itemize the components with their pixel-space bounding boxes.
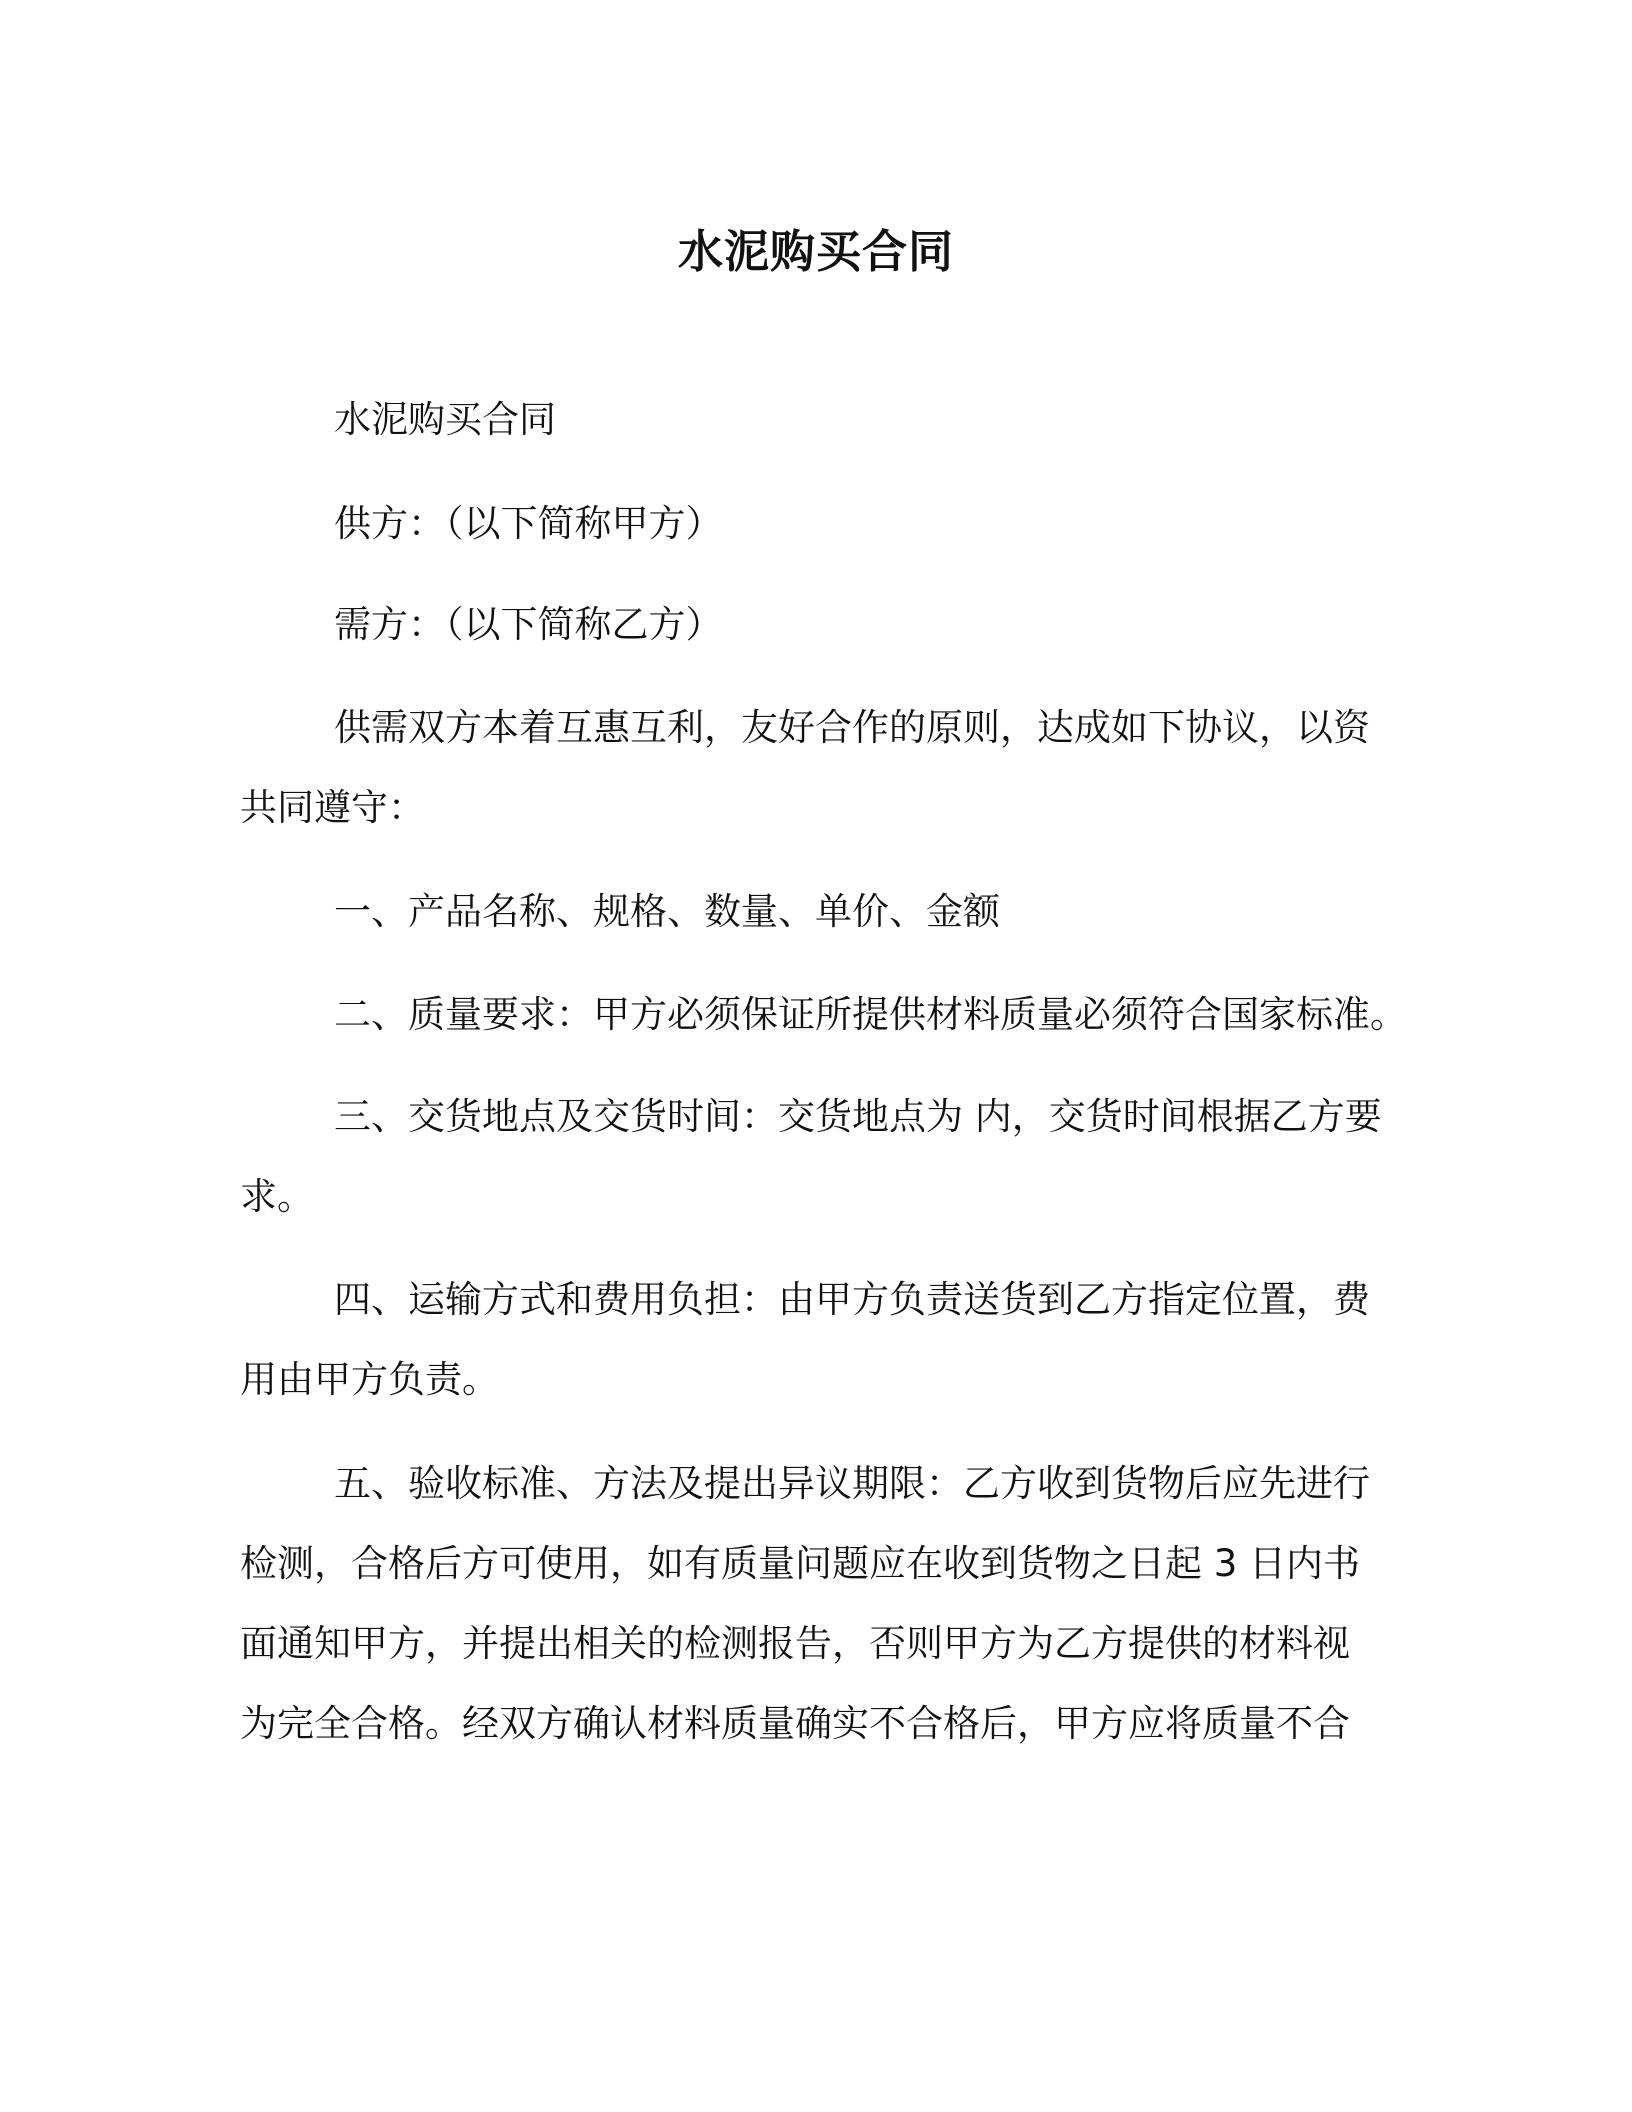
paragraph-buyer	[240, 585, 1390, 665]
paragraph-heading-repeat	[240, 380, 1390, 460]
paragraph-line: 五、验收标准、方法及提出异议期限：乙方收到货物后应先进行	[334, 1462, 1370, 1505]
paragraph-line: 四、运输方式和费用负担：由甲方负责送货到乙方指定位置，费	[334, 1278, 1370, 1321]
clause-2	[240, 975, 1407, 1055]
paragraph-line: 三、交货地点及交货时间：交货地点为 内，交货时间根据乙方要	[334, 1095, 1382, 1138]
clause-4	[240, 1260, 1390, 1420]
paragraph-line: 检测，合格后方可使用，如有质量问题应在收到货物之日起 3 日内书	[240, 1542, 1361, 1585]
paragraph-line: 供方：（以下简称甲方）	[334, 502, 723, 545]
paragraph-line: 供需双方本着互惠互利，友好合作的原则，达成如下协议，以资	[334, 706, 1370, 749]
clause-3	[240, 1077, 1390, 1237]
clause-5	[240, 1444, 1390, 1764]
paragraph-line: 一、产品名称、规格、数量、单价、金额	[334, 890, 1000, 933]
document-title: 水泥购买合同	[677, 225, 954, 278]
paragraph-line: 水泥购买合同	[334, 398, 556, 441]
paragraph-line: 二、质量要求：甲方必须保证所提供材料质量必须符合国家标准。	[334, 993, 1407, 1036]
paragraph-line: 需方：（以下简称乙方）	[334, 603, 723, 646]
paragraph-line: 面通知甲方，并提出相关的检测报告，否则甲方为乙方提供的材料视	[240, 1622, 1350, 1665]
paragraph-supplier	[240, 484, 1390, 564]
clause-1	[240, 872, 1390, 952]
paragraph-line: 用由甲方负责。	[240, 1358, 499, 1401]
paragraph-line: 共同遵守：	[240, 786, 425, 829]
paragraph-line: 求。	[240, 1175, 314, 1218]
paragraph-line: 为完全合格。经双方确认材料质量确实不合格后，甲方应将质量不合	[240, 1702, 1350, 1745]
paragraph-agreement-intro	[240, 688, 1390, 848]
